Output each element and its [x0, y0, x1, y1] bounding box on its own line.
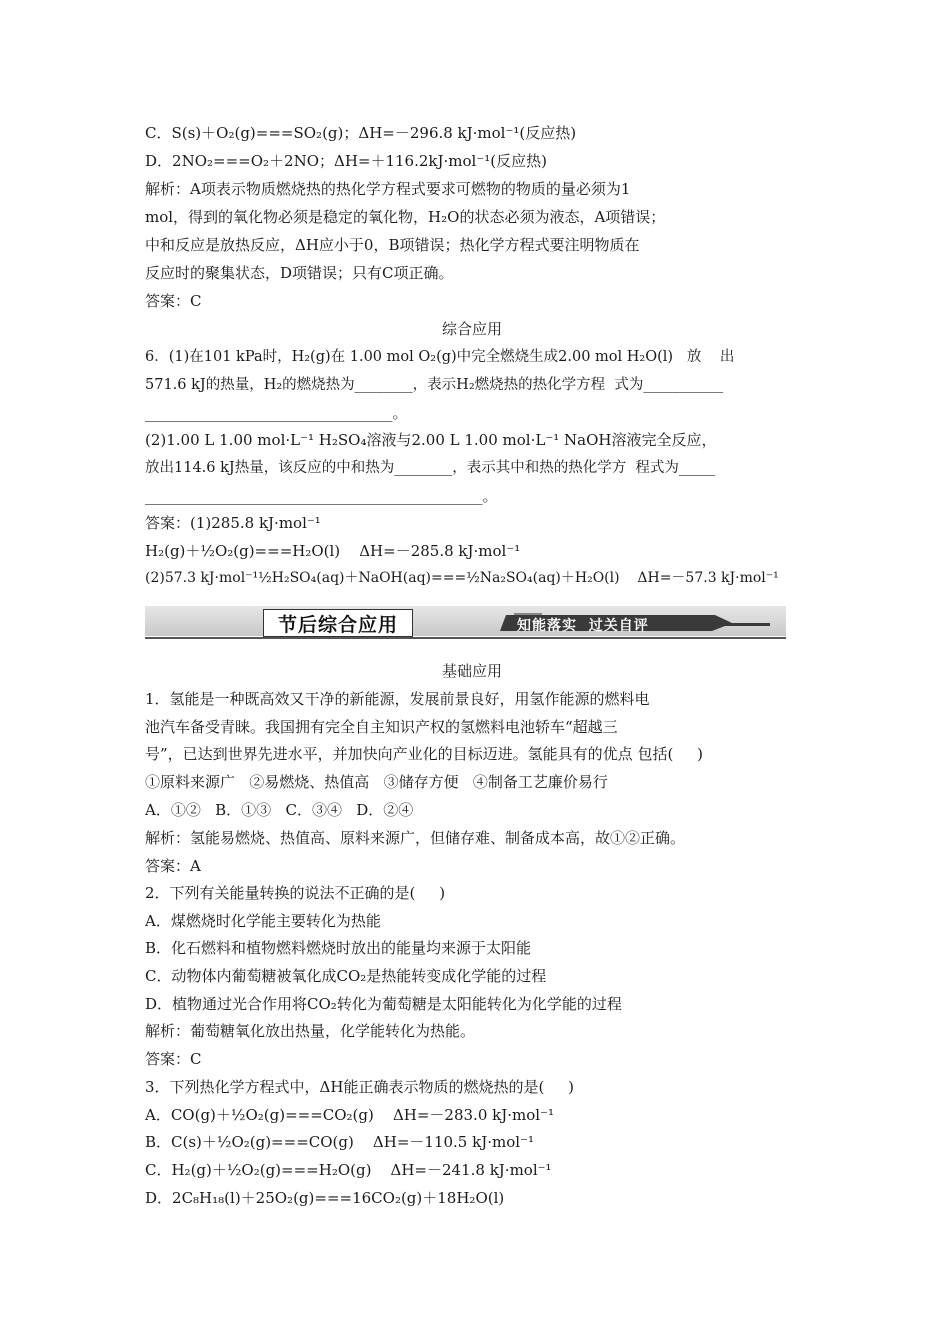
q6-answer-1: 答案：(1)285.8 kJ·mol⁻¹: [145, 514, 321, 532]
q2-option-b: B．化石燃料和植物燃料燃烧时放出的能量均来源于太阳能: [145, 939, 532, 957]
q1-analysis: 解析：氢能易燃烧、热值高、原料来源广，但储存难、制备成本高，故①②正确。: [145, 829, 686, 847]
q6-line-2: 571.6 kJ的热量，H₂的燃烧热为________，表示H₂燃烧热的热化学方程 式为___________: [145, 377, 724, 393]
banner-title: 节后综合应用: [263, 609, 413, 637]
q1-line-2: 池汽车备受青睐。我国拥有完全自主知识产权的氢燃料电池轿车“超越三: [145, 718, 618, 736]
analysis-line-1: 解析：A项表示物质燃烧热的热化学方程式要求可燃物的物质的量必须为1: [145, 180, 631, 198]
q6-line-1: 6．(1)在101 kPa时，H₂(g)在 1.00 mol O₂(g)中完全燃烧生成2.00 mol H₂O(l) 放 出: [145, 349, 735, 365]
q2-analysis: 解析：葡萄糖氧化放出热量，化学能转化为热能。: [145, 1022, 476, 1040]
q2-option-d: D．植物通过光合作用将CO₂转化为葡萄糖是太阳能转化为化学能的过程: [145, 995, 622, 1013]
q6-line-3: _________________________________。: [145, 404, 408, 422]
q6-answer-2: H₂(g)＋½O₂(g)===H₂O(l) ΔH=－285.8 kJ·mol⁻¹: [145, 542, 521, 560]
section-banner: [145, 606, 786, 640]
q1-items: ①原料来源广 ②易燃烧、热值高 ③储存方便 ④制备工艺廉价易行: [145, 773, 608, 791]
q2-stem: 2．下列有关能量转换的说法不正确的是( ): [145, 884, 446, 902]
q3-option-a: A．CO(g)＋½O₂(g)===CO₂(g) ΔH=－283.0 kJ·mol⁻¹: [145, 1106, 554, 1124]
q6-line-5: 放出114.6 kJ热量，该反应的中和热为________，表示其中和热的热化学方 程式为_____: [145, 460, 716, 476]
q1-answer: 答案：A: [145, 857, 201, 875]
analysis-line-2: mol，得到的氧化物必须是稳定的氧化物，H₂O的状态必须为液态，A项错误；: [145, 208, 666, 226]
q3-stem: 3．下列热化学方程式中，ΔH能正确表示物质的燃烧热的是( ): [145, 1078, 575, 1096]
option-c-line: C．S(s)＋O₂(g)===SO₂(g)；ΔH=－296.8 kJ·mol⁻¹(反应热): [145, 124, 577, 142]
q1-line-1: 1．氢能是一种既高效又干净的新能源，发展前景良好，用氢作能源的燃料电: [145, 690, 650, 708]
banner-subtitle: 知能落实 过关自评: [517, 618, 649, 634]
answer-line: 答案：C: [145, 292, 202, 310]
q2-answer: 答案：C: [145, 1050, 202, 1068]
q6-line-4: (2)1.00 L 1.00 mol·L⁻¹ H₂SO₄溶液与2.00 L 1.00 mol·L⁻¹ NaOH溶液完全反应，: [145, 431, 717, 449]
q6-line-6: _____________________________________________。: [145, 487, 498, 505]
q3-option-b: B．C(s)＋½O₂(g)===CO(g) ΔH=－110.5 kJ·mol⁻¹: [145, 1133, 534, 1151]
q3-option-d: D．2C₈H₁₈(l)＋25O₂(g)===16CO₂(g)＋18H₂O(l): [145, 1189, 505, 1207]
q1-line-3: 号”，已达到世界先进水平，并加快向产业化的目标迈进。氢能具有的优点 包括( ): [145, 745, 703, 763]
q1-options: A．①② B．①③ C．③④ D．②④: [145, 801, 414, 819]
q2-option-c: C．动物体内葡萄糖被氧化成CO₂是热能转变成化学能的过程: [145, 967, 547, 985]
analysis-line-4: 反应时的聚集状态，D项错误；只有C项正确。: [145, 264, 454, 282]
section-title-basic: 基础应用: [442, 662, 503, 680]
analysis-line-3: 中和反应是放热反应，ΔH应小于0，B项错误；热化学方程式要注明物质在: [145, 236, 640, 254]
q2-option-a: A．煤燃烧时化学能主要转化为热能: [145, 912, 381, 930]
section-title-comprehensive: 综合应用: [442, 320, 503, 338]
option-d-line: D．2NO₂===O₂＋2NO；ΔH=＋116.2kJ·mol⁻¹(反应热): [145, 152, 547, 170]
q6-answer-3: (2)57.3 kJ·mol⁻¹½H₂SO₄(aq)＋NaOH(aq)===½Na₂SO₄(aq)＋H₂O(l) ΔH=－57.3 kJ·mol⁻¹: [145, 570, 779, 586]
q3-option-c: C．H₂(g)＋½O₂(g)===H₂O(g) ΔH=－241.8 kJ·mol⁻¹: [145, 1161, 552, 1179]
banner-underline: [145, 637, 786, 639]
